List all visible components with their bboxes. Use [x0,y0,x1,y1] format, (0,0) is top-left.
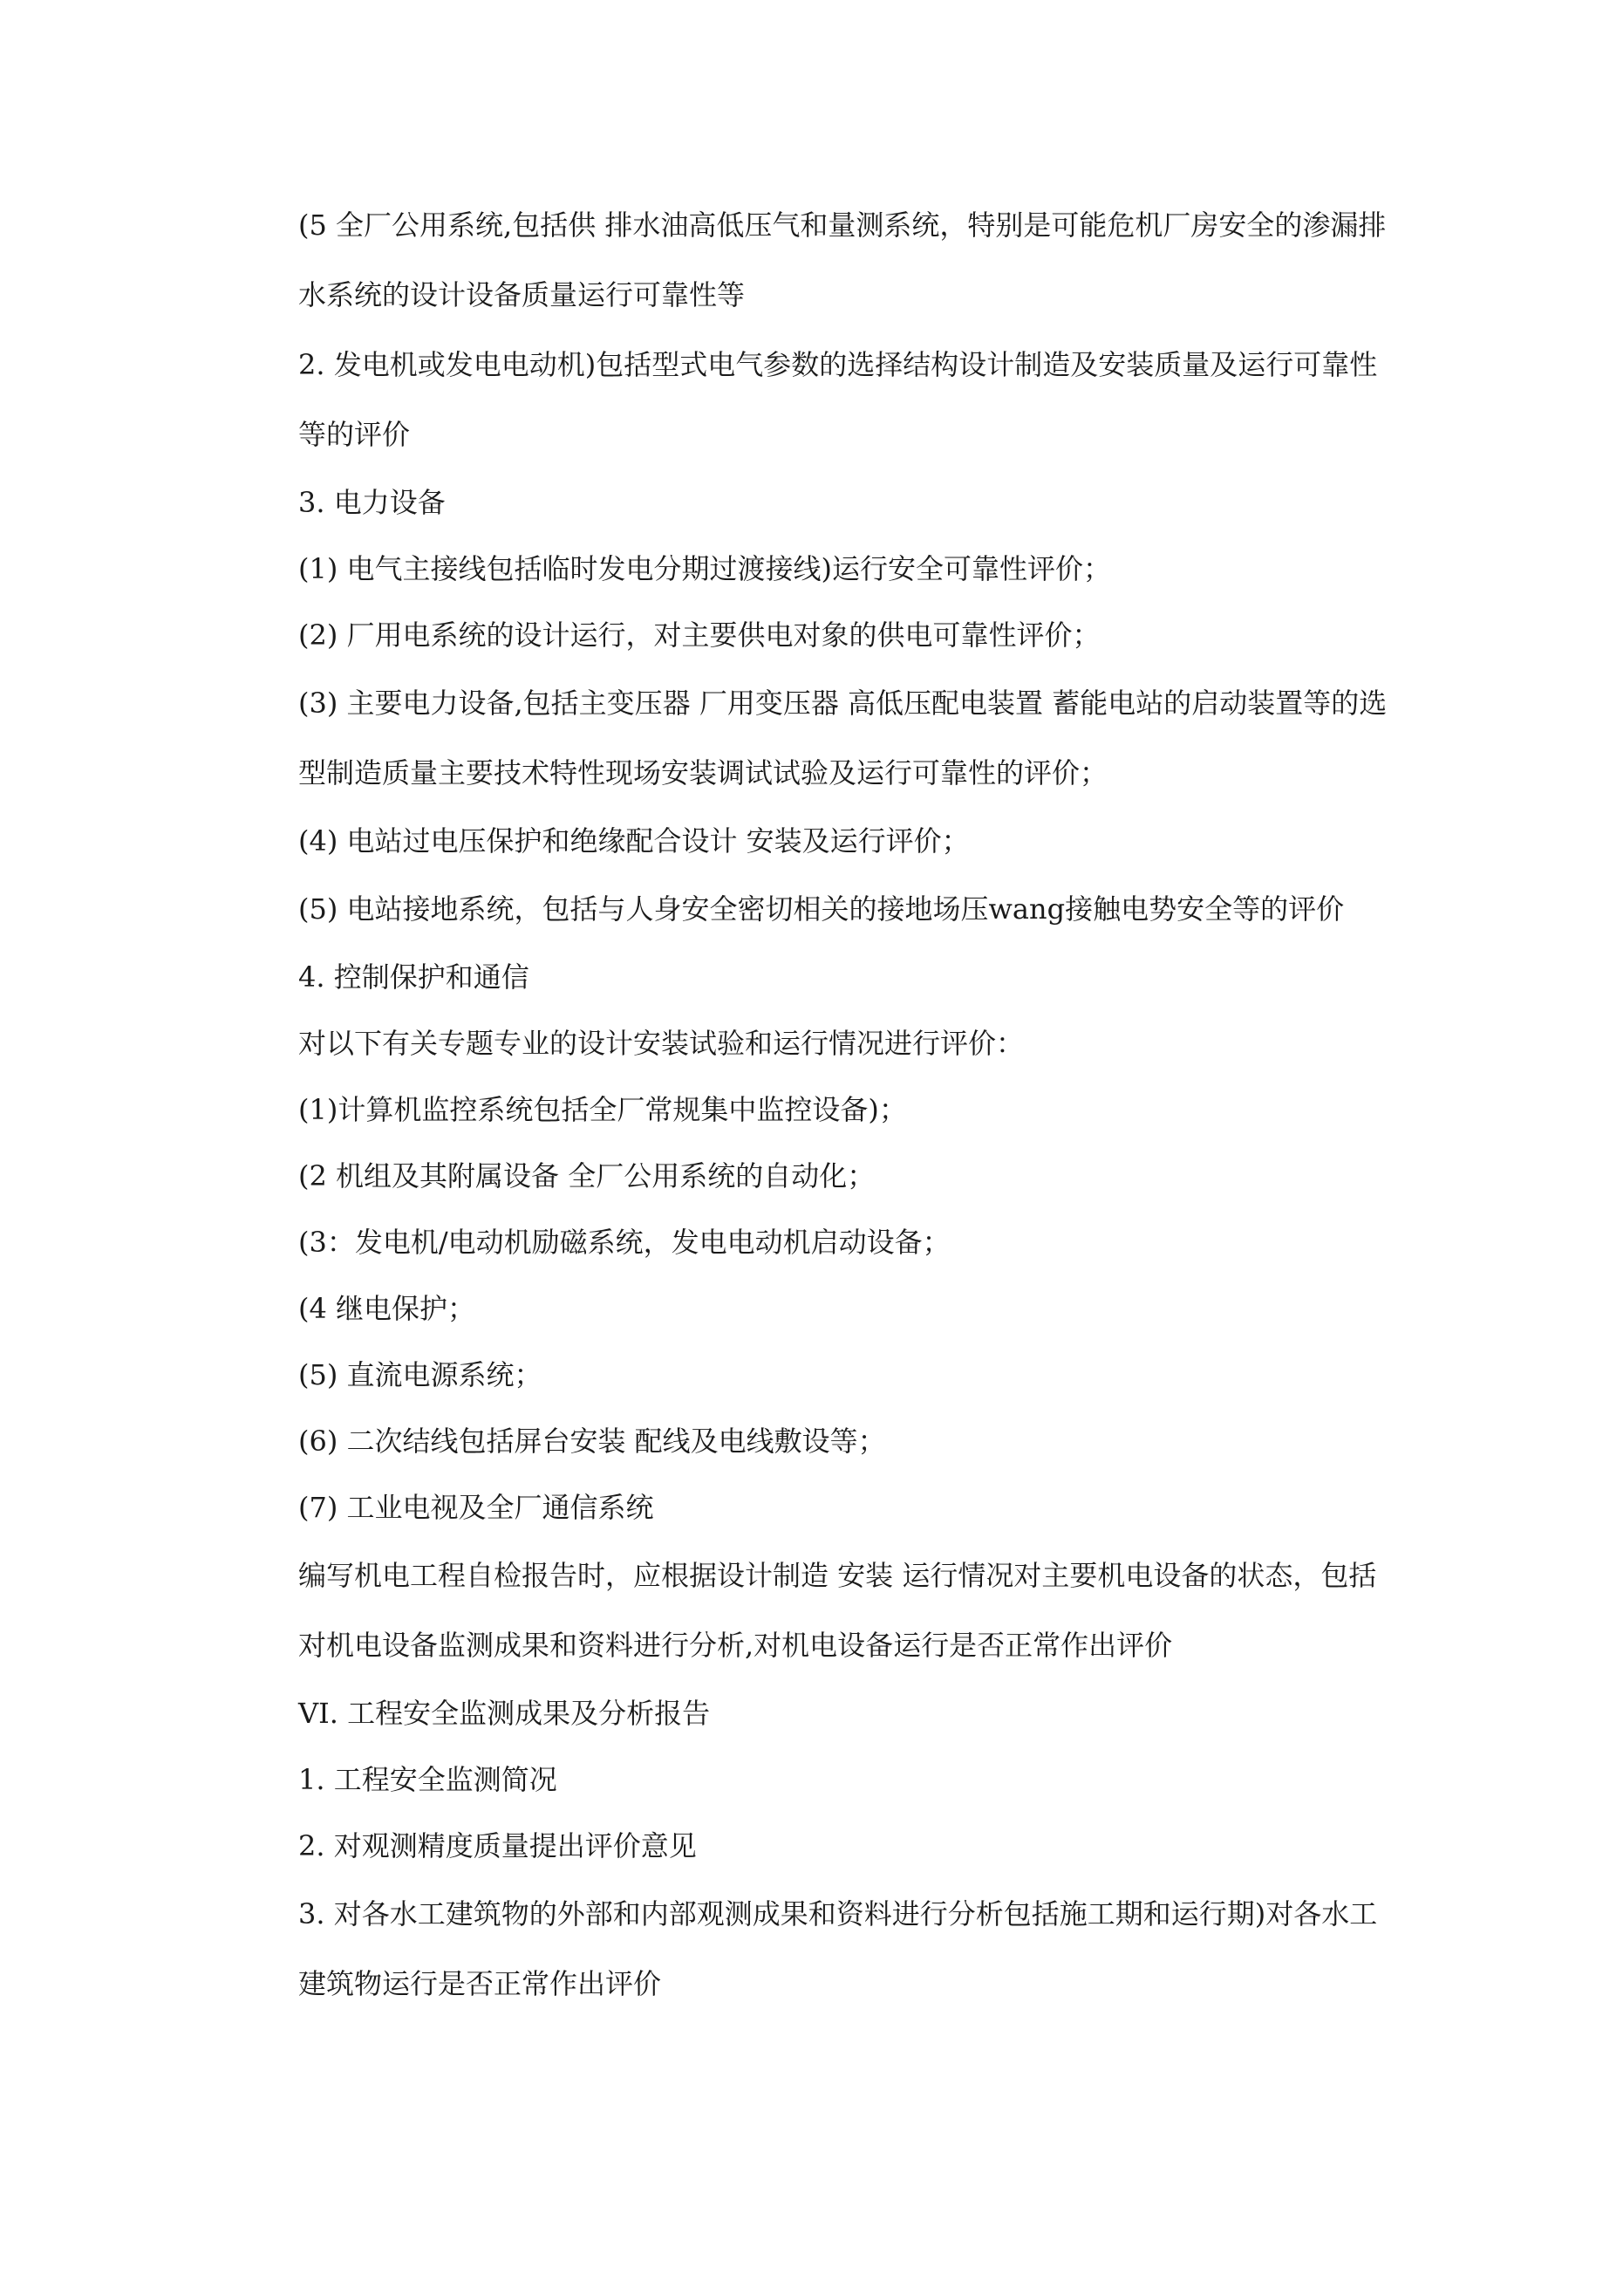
list-item-main-equipment: (3) 主要电力设备,包括主变压器 厂用变压器 高低压配电装置 蓄能电站的启动装置等的选型制造质量主要技术特性现场安装调试试验及运行可靠性的评价； [298,687,1388,789]
list-item-grounding: (5) 电站接地系统，包括与人身安全密切相关的接地场压wang接触电势安全等的评价 [298,892,1345,926]
document-body [234,190,1389,2019]
list-item-main-wiring: (1) 电气主接线包括临时发电分期过渡接线)运行安全可靠性评价； [298,552,1111,585]
list-item-excitation: (3：发电机/电动机励磁系统，发电电动机启动设备； [298,1226,951,1259]
list-item-automation: (2 机组及其附属设备 全厂公用系统的自动化； [298,1159,876,1192]
heading-power-equipment: 3. 电力设备 [298,486,446,519]
list-item-accuracy-evaluation: 2. 对观测精度质量提出评价意见 [298,1829,697,1862]
paragraph-public-systems: (5 全厂公用系统,包括供 排水油高低压气和量测系统，特别是可能危机厂房安全的渗漏排水系统的设计设备质量运行可靠性等 [298,208,1387,311]
list-item-computer-monitoring: (1)计算机监控系统包括全厂常规集中监控设备)； [298,1093,907,1126]
paragraph-generator: 2. 发电机或发电电动机)包括型式电气参数的选择结构设计制造及安装质量及运行可靠性等的评价 [298,348,1378,451]
list-item-station-power: (2) 厂用电系统的设计运行，对主要供电对象的供电可靠性评价； [298,618,1101,652]
list-item-monitoring-overview: 1. 工程安全监测简况 [298,1763,557,1796]
paragraph-self-inspection: 编写机电工程自检报告时，应根据设计制造 安装 运行情况对主要机电设备的状态，包括对机电设备监测成果和资料进行分析,对机电设备运行是否正常作出评价 [298,1559,1377,1662]
heading-control-protection: 4. 控制保护和通信 [298,960,529,994]
list-item-industrial-tv: (7) 工业电视及全厂通信系统 [298,1491,654,1524]
list-item-structure-analysis: 3. 对各水工建筑物的外部和内部观测成果和资料进行分析包括施工期和运行期)对各水工建筑物运行是否正常作出评价 [298,1897,1378,2000]
heading-safety-monitoring: VI. 工程安全监测成果及分析报告 [298,1697,711,1730]
list-item-dc-power: (5) 直流电源系统； [298,1358,542,1391]
list-item-secondary-wiring: (6) 二次结线包括屏台安装 配线及电线敷设等； [298,1425,886,1458]
paragraph-evaluation-intro: 对以下有关专题专业的设计安装试验和运行情况进行评价： [298,1027,1025,1060]
list-item-relay-protection: (4 继电保护； [298,1292,476,1325]
list-item-overvoltage: (4) 电站过电压保护和绝缘配合设计 安装及运行评价； [298,824,970,858]
